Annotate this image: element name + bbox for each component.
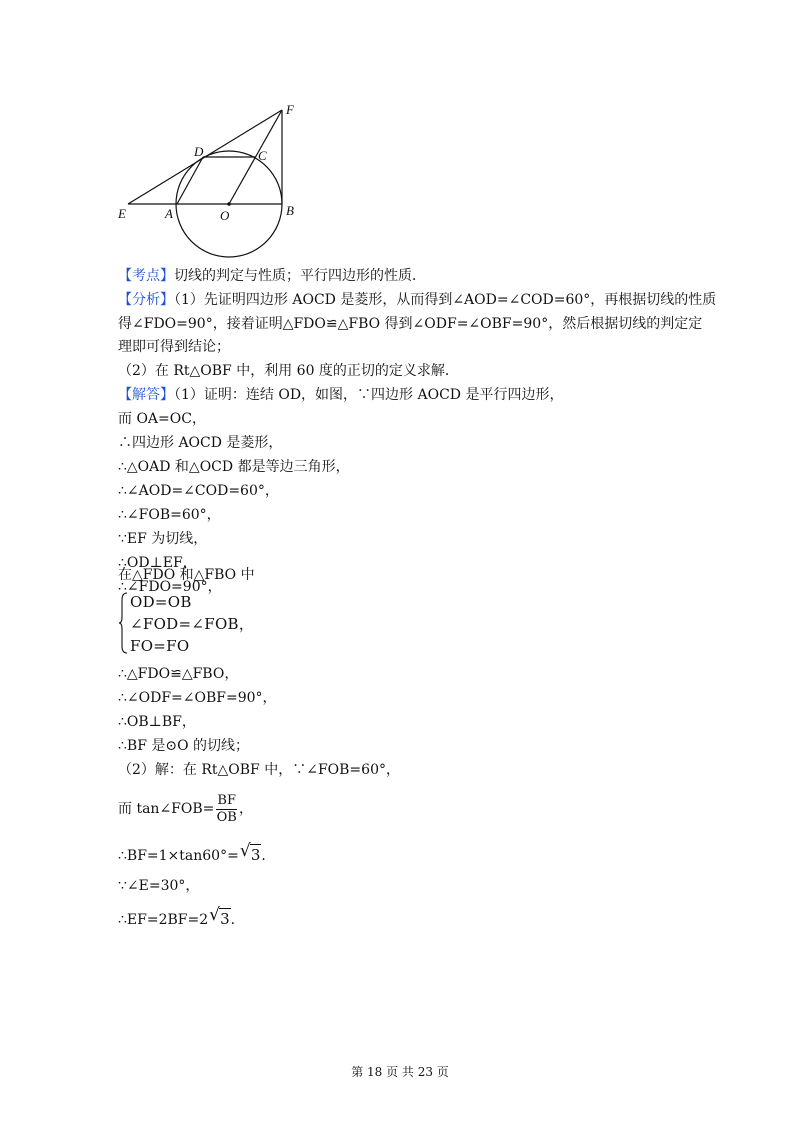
sqrt-3	[209, 908, 231, 930]
jieda-text-1: （1）证明：连结 OD，如图，∵四边形 AOCD 是平行四边形，	[174, 387, 564, 403]
tan-line	[118, 792, 253, 826]
proof-step: ∴△OAD 和△OCD 都是等边三角形，	[118, 459, 350, 475]
proof-step: ∴四边形 AOCD 是菱形，	[118, 435, 283, 451]
proof-step: 在△FDO 和△FBO 中	[118, 567, 255, 583]
fenxi-line-1	[118, 290, 716, 310]
ef-line	[118, 908, 245, 930]
proof-step: 而 OA=OC，	[118, 411, 206, 427]
label-e: E	[118, 206, 126, 221]
fenxi-line-4: （2）在 Rt△OBF 中，利用 60 度的正切的定义求解．	[118, 363, 459, 379]
proof-step: （2）解：在 Rt△OBF 中，∵∠FOB=60°，	[118, 762, 400, 778]
sqrt-3	[240, 844, 262, 866]
system-row: OD=OB	[130, 593, 192, 611]
kaodian-tag: 【考点】	[118, 268, 174, 284]
tan-suffix: ，	[238, 801, 253, 817]
ef-prefix: ∴EF=2BF=2	[118, 912, 209, 928]
kaodian-line	[118, 266, 426, 286]
label-f: F	[286, 102, 294, 117]
fraction-numerator: BF	[217, 792, 236, 808]
label-o: O	[220, 208, 230, 223]
radicand: 3	[220, 910, 230, 928]
label-c: C	[258, 148, 267, 163]
jieda-tag: 【解答】	[118, 387, 174, 403]
radicand: 3	[250, 846, 261, 864]
kaodian-text: 切线的判定与性质；平行四边形的性质．	[174, 268, 426, 284]
label-b: B	[286, 203, 294, 218]
system-row: ∠FOD=∠FOB，	[130, 615, 255, 633]
bf-line	[118, 844, 275, 866]
angle-e-line: ∵∠E=30°，	[118, 878, 200, 894]
proof-step: ∴∠FDO=90°，	[118, 579, 222, 595]
fenxi-line-3: 理即可得到结论；	[118, 339, 230, 355]
system-row: FO=FO	[130, 637, 190, 655]
fenxi-tag: 【分析】	[118, 292, 174, 308]
proof-step: ∴△FDO≌△FBO，	[118, 666, 239, 682]
left-brace	[118, 592, 128, 654]
center-dot	[227, 202, 231, 206]
label-d: D	[194, 144, 204, 159]
proof-step: ∵EF 为切线，	[118, 531, 208, 547]
tan-fraction	[216, 793, 237, 826]
fenxi-line-2: 得∠FDO=90°，接着证明△FDO≌△FBO 得到∠ODF=∠OBF=90°，然后根据切线的判定定	[118, 316, 703, 332]
proof-step: ∴OB⊥BF，	[118, 714, 196, 730]
tan-prefix: 而 tan∠FOB=	[118, 801, 215, 817]
ef-suffix: ．	[230, 912, 245, 928]
proof-step: ∴BF 是⊙O 的切线；	[118, 738, 250, 754]
proof-step: ∴OD⊥EF，	[118, 555, 197, 571]
fenxi-text-1: （1）先证明四边形 AOCD 是菱形，从而得到∠AOD=∠COD=60°，再根据切线的性质	[174, 292, 717, 308]
proof-step: ∴∠ODF=∠OBF=90°，	[118, 690, 277, 706]
fraction-denominator: OB	[216, 809, 237, 825]
page-footer: 第 18 页 共 23 页	[351, 1065, 449, 1079]
bf-prefix: ∴BF=1×tan60°=	[118, 848, 239, 864]
proof-step: ∴∠FOB=60°，	[118, 507, 221, 523]
bf-suffix: ．	[261, 848, 276, 864]
equation-system	[118, 592, 278, 658]
jieda-line-1	[118, 385, 563, 405]
geometry-figure	[112, 96, 320, 262]
proof-step: ∴∠AOD=∠COD=60°，	[118, 483, 279, 499]
label-a: A	[165, 206, 173, 221]
